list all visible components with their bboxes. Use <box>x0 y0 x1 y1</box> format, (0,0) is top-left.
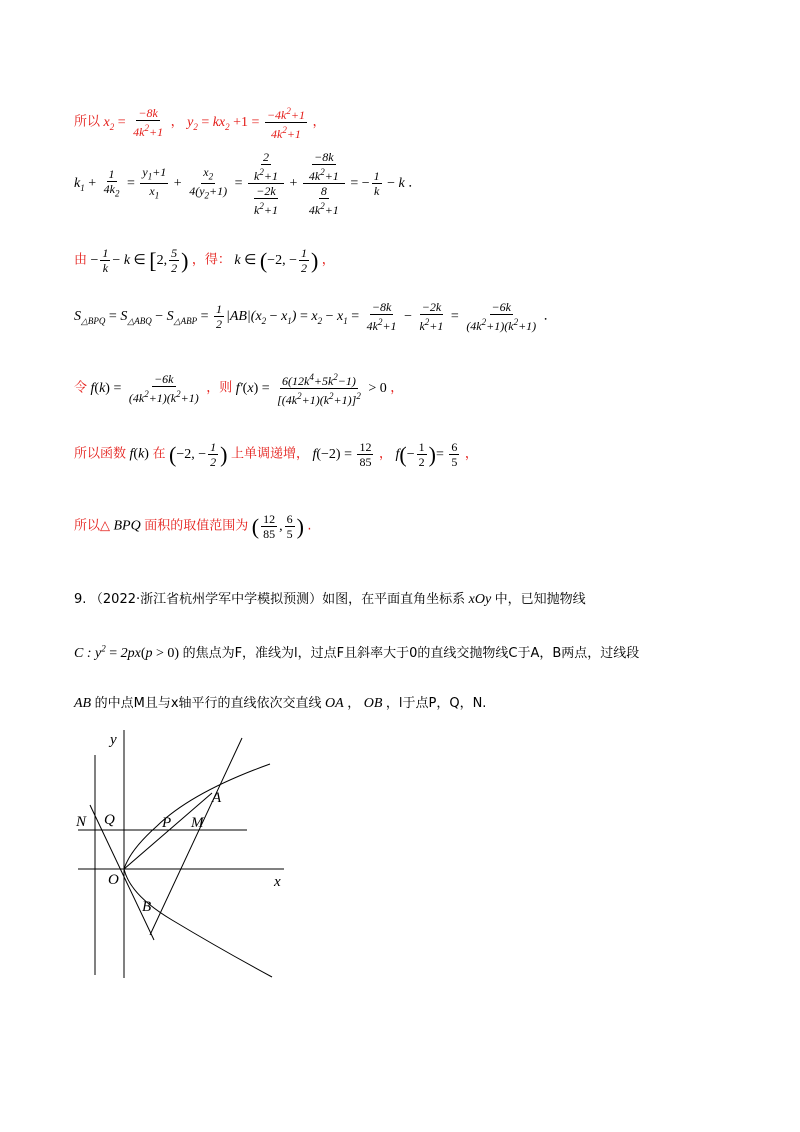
k1-sum-expression: $k_1$ + $\frac{1}{4k_2}$ = $\frac{y_1+1}{x_1}$ + $\frac{x_2}{4(y_2+1)}$ = $\frac{\frac{2}{k^2+1}}{\frac{-2k}{k^2+1}}$ + $\frac{\frac{-8k}{4k^2+1}}{\frac{8}{4k^2+1}}$ = − $\frac{1}{k}$ − k <box>74 150 405 217</box>
parabola-figure <box>72 730 292 985</box>
label-M: M <box>191 815 204 831</box>
label-Q: Q <box>104 812 115 828</box>
f-definition: f(k) = $\frac{-6k}{(4k^2+1)(k^2+1)}$ <box>90 372 199 405</box>
problem-number: 9. <box>74 592 87 607</box>
parabola-curve <box>124 764 272 977</box>
solution-line-5: 令 f(k) = $\frac{-6k}{(4k^2+1)(k^2+1)}$ ，则 f′(x) = $\frac{6(12k^4+5k^2-1)}{[(4k^2+1)(k^2+1)]^2}$ > 0 ， <box>74 372 404 407</box>
solution-line-1: 所以 $x_2$ = $\frac{-8k}{4k^2+1}$ ， $y_2 = kx_2 +1$ = $\frac{-4k^2+1}{4k^2+1}$ ， <box>74 106 326 141</box>
f-at-minus-2: f(−2) = $\frac{12}{85}$ <box>312 440 372 469</box>
solution-line-6: 所以函数 f(k) 在 (−2, − $\frac{1}{2}$ ) 上单调递增， f(−2) = $\frac{12}{85}$ ， f(− $\frac{1}{2}$ )= $\frac{6}{5}$ ， <box>74 440 478 469</box>
line-OB <box>90 805 154 940</box>
parabola-diagram <box>72 730 292 980</box>
solution-line-7: 所以△ BPQ 面积的取值范围为 ( $\frac{12}{85}$ , $\frac{6}{5}$ ) . <box>74 512 312 541</box>
label-y: y <box>110 732 117 748</box>
area-range: ( $\frac{12}{85}$ , $\frac{6}{5}$ ) <box>251 512 304 541</box>
label-A: A <box>212 790 222 806</box>
problem-9-line-3: AB 的中点M且与x轴平行的直线依次交直线 OA ， OB ，l于点P，Q，N. <box>74 696 487 711</box>
solution-line-2: $k_1$ + $\frac{1}{4k_2}$ = $\frac{y_1+1}{x_1}$ + $\frac{x_2}{4(y_2+1)}$ = $\frac{\frac{2}{k^2+1}}{\frac{-2k}{k^2+1}}$ + $\frac{\frac{-8k}{4k^2+1}}{\frac{8}{4k^2+1}}$ = − $\frac{1}{k}$ − k ． <box>74 150 422 217</box>
problem-9-line-2: C : $y^2 = 2px(p > 0)$ 的焦点为F，准线为l，过点F且斜率大于0的直线交抛物线C于A，B两点，过线段 <box>74 643 640 661</box>
f-derivative: f′(x) = $\frac{6(12k^4+5k^2-1)}{[(4k^2+1)(k^2+1)]^2}$ > 0 <box>235 372 387 407</box>
solution-line-3: 由 − $\frac{1}{k}$ − k ∈ [2, $\frac{5}{2}$ ) ，得： k ∈ (−2, − $\frac{1}{2}$ ) ， <box>74 246 335 275</box>
y2-expression: $y_2 = kx_2 +1$ = $\frac{-4k^2+1}{4k^2+1}$ <box>187 106 305 141</box>
problem-9-line-1: 9. （2022·浙江省杭州学军中学模拟预测）如图，在平面直角坐标系 xOy 中，已知抛物线 <box>74 592 586 607</box>
chord-AB <box>150 738 242 935</box>
label-x: x <box>274 874 281 890</box>
x2-expression: $x_2$ = $\frac{-8k}{4k^2+1}$ <box>103 106 164 139</box>
solution-line-4: $S_{\triangle BPQ} = S_{\triangle ABQ} - S_{\triangle ABP}$ = $\frac{1}{2}$ $|AB|(x_2 - x_1) = x_2 - x_1$ = $\frac{-8k}{4k^2+1}$ − $\frac{-2k}{k^2+1}$ = $\frac{-6k}{(4k^2+1)(k^2+1)}$ ． <box>74 300 557 333</box>
area-expression: $S_{\triangle BPQ} = S_{\triangle ABQ} - S_{\triangle ABP}$ = $\frac{1}{2}$ $|AB|(x_2 - x_1) = x_2 - x_1$ = $\frac{-8k}{4k^2+1}$ − $\frac{-2k}{k^2+1}$ = $\frac{-6k}{(4k^2+1)(k^2+1)}$ <box>74 300 537 333</box>
label-B: B <box>142 899 152 915</box>
range-condition: − $\frac{1}{k}$ − k ∈ [2, $\frac{5}{2}$ ) <box>90 246 189 275</box>
k-range: k ∈ (−2, − $\frac{1}{2}$ ) <box>234 246 319 275</box>
label-N: N <box>76 814 87 830</box>
label-O: O <box>108 872 119 888</box>
f-at-minus-half: f(− $\frac{1}{2}$ )= $\frac{6}{5}$ <box>395 440 458 469</box>
parabola-equation: C : $y^2 = 2px(p > 0)$ <box>74 643 180 661</box>
label-P: P <box>162 815 172 831</box>
